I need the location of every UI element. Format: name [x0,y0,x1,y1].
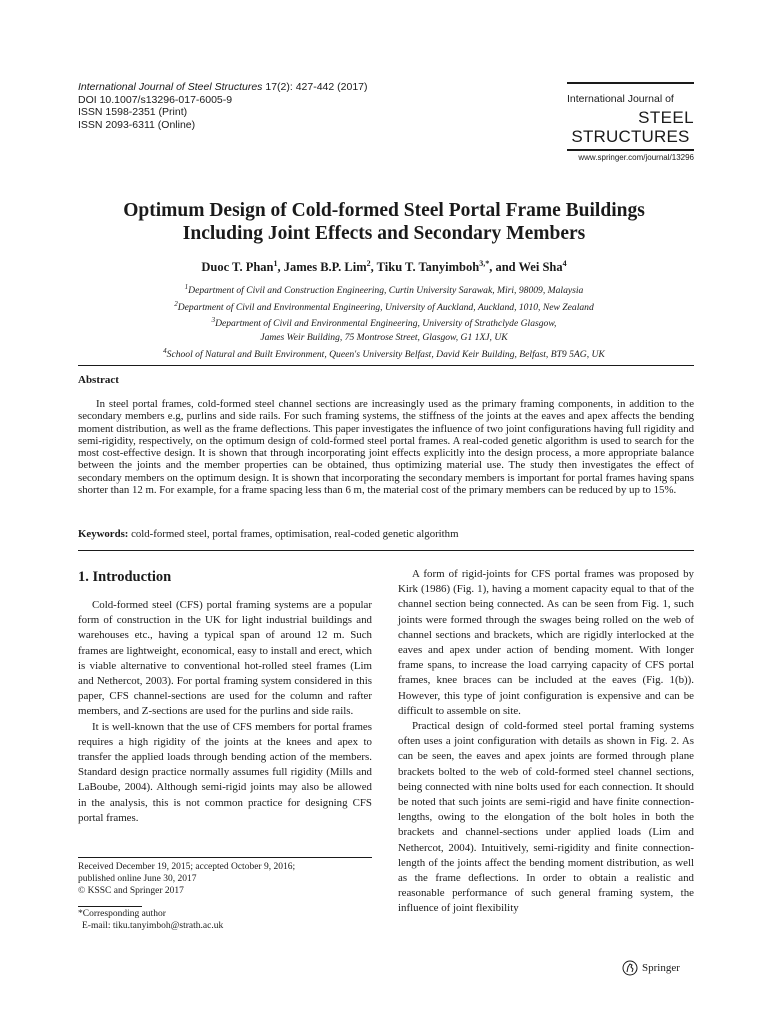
affiliation-4 [60,345,708,362]
publisher-name: Springer [642,962,680,974]
published-date: published online June 30, 2017 [78,873,197,884]
keywords-text: cold-formed steel, portal frames, optimisation, real-coded genetic algorithm [128,528,459,540]
journal-name: International Journal of Steel Structures [78,81,263,93]
logo-line1: International Journal of [567,93,674,105]
journal-url: www.springer.com/journal/13296 [578,153,694,162]
issn-print: ISSN 1598-2351 (Print) [78,106,188,119]
logo-line3: STRUCTURES [571,127,690,146]
affil-num: 3 [211,316,216,325]
abstract-rule-top [78,365,694,366]
corresponding-email[interactable]: E-mail: tiku.tanyimboh@strath.ac.uk [82,920,224,931]
affil-num: 2 [174,299,178,308]
title-line2: Including Joint Effects and Secondary Members [182,223,586,244]
affiliation-1 [60,281,708,298]
paragraph: Practical design of cold-formed steel portal framing systems often uses a joint configuration with details as shown in Fig. 2. As can be seen, the eaves and apex joints are formed through plane brackets bolted to the web of cold-formed steel channel sections, being connected with nine bolts used for each connection. It should be noted that such joints are semi-rigid and have finite connection-lengths, owing to the elongation of the bolt holes in both the brackets and channel-sections under applied loads (Lim and Nethercot, 2004). Intuitively, semi-rigidity and finite connection-length of the joints affect the bending moment distribution, as well as the frame deflections. In order to obtain a realistic and reasonable performance of such general framing system, the influence of joint flexibility [398,720,694,915]
paragraph: Cold-formed steel (CFS) portal framing systems are a popular form of construction in the UK for light industrial buildings and warehouses etc., having a typical span of around 12 m. Such frames are lightweight, economical, easy to install and erect, which is viable alternative to conventional hot-rolled steel frames (Lim and Nethercot, 2003). For portal framing system considered in this paper, CFS channel-sections are used for the column and rafter members, and Z-sections are used for the purlins and side rails. [78,599,372,718]
received-info [78,862,295,897]
affil-text: Department of Civil and Construction Engineering, Curtin University Sarawak, Miri, 98009, Malaysia [188,285,584,297]
keywords [78,528,694,540]
author-sup: 1 [273,259,278,268]
affil-text: Department of Civil and Environmental Engineering, University of Auckland, Auckland, 1010, New Zealand [177,301,594,313]
issn-online: ISSN 2093-6311 (Online) [78,118,196,131]
affiliation-3-cont: James Weir Building, 75 Montrose Street, Glasgow, G1 1XJ, UK [260,332,508,344]
author-sup: 4 [562,259,567,268]
logo-rule-bottom [567,149,694,151]
affiliation-3 [60,314,708,331]
springer-horse-icon [622,960,638,976]
paragraph: A form of rigid-joints for CFS portal frames was proposed by Kirk (1986) (Fig. 1), having a moment capacity equal to that of the channel section being connected. As can be seen from Fig. 1, such joints were formed through the swages being rolled on the web of channel sections and brackets, which are rigidly interlocked at the eaves and apex under action of bending moment. With longer frame spans, to increase the load carrying capacity of CFS portal frames, knee braces can be included at the eaves (Fig. 1(b)). However, this type of joint configuration is expensive and can be difficult to assemble on site. [398,568,694,717]
left-column [78,598,372,826]
received-dates: Received December 19, 2015; accepted October 9, 2016; [78,862,296,872]
journal-logo [567,82,694,162]
paragraph: It is well-known that the use of CFS members for portal frames requires a high rigidity of the joints at the knees and apex to transfer the applied loads through bending action of the members. Standard design practice normally assumes full rigidity (Mills and LaBoube, 2004). Although semi-rigid joints may also be allowed in the analysis, this is not common practice for designing CFS portal frames. [78,720,372,824]
journal-line [78,81,368,94]
logo-line2: STEEL [638,108,694,127]
author-list [60,259,708,275]
affil-text: Department of Civil and Environmental Engineering, University of Strathclyde Glasgow, [215,318,557,330]
abstract-rule-bottom [78,550,694,551]
author-sup: 3,* [479,259,490,268]
paper-title [60,199,708,245]
corresponding-label: *Corresponding author [78,909,166,919]
journal-volume: 17(2): 427-442 (2017) [262,81,368,93]
affil-num: 4 [163,346,167,355]
corresponding-author [78,909,223,933]
abstract-body: In steel portal frames, cold-formed steel channel sections are increasingly used as the primary framing components, in addition to the secondary members e.g, purlins and side rails. For such framing systems, the stiffness of the joints at the eaves and apex affects the bending moment distribution, as well as the frame deflections. This paper investigates the influence of two joint configurations having full rigidity and semi-rigidity, respectively, on the optimum design of cold-formed steel portal frames. A real-coded genetic algorithm is used to search for the most cost-effective design. It is shown that through incorporating joint effects explicitly into the design process, a more appropriate balance between the joints and the member properties can be obtained, thus optimizing material use. The study then investigates the effect of secondary members on the optimum design. It is shown that incorporating the secondary members is important for portal frames having spans shorter than 12 m. For example, for a frame spacing less than 6 m, the material cost of the primary members can be reduced by up to 15%. [78,398,694,497]
abstract-heading: Abstract [78,374,119,386]
author-sep: , and [489,260,519,275]
footnote-rule-short [78,906,142,907]
author-name: Wei Sha [518,260,563,275]
footnote-rule [78,857,372,858]
affiliation-2 [60,298,708,315]
title-line1: Optimum Design of Cold-formed Steel Portal Frame Buildings [123,200,645,221]
section-heading-introduction: 1. Introduction [78,569,172,585]
doi: DOI 10.1007/s13296-017-6005-9 [78,93,233,106]
right-column [398,567,694,917]
author-sup: 2 [366,259,371,268]
author-sep: , [370,260,377,275]
author-name: James B.P. Lim [283,260,367,275]
logo-rule-top [567,82,694,84]
author-name: Tiku T. Tanyimboh [376,260,480,275]
author-name: Duoc T. Phan [201,260,274,275]
copyright: © KSSC and Springer 2017 [78,885,184,896]
author-sep: , [277,260,284,275]
affil-num: 1 [184,283,189,291]
affil-text: School of Natural and Built Environment, Queen's University Belfast, David Keir Building, Belfast, BT9 5AG, UK [166,348,605,360]
journal-citation [78,81,368,131]
keywords-label: Keywords: [78,528,129,540]
publisher-footer [622,960,680,976]
affiliations [60,281,708,361]
